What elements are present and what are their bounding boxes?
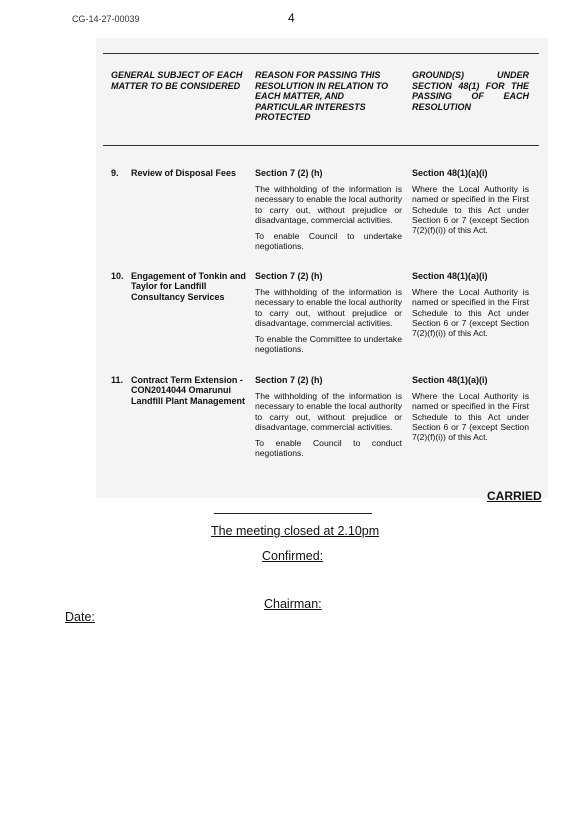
reason-text: The withholding of the information is necessary to enable the local authority to carry out, without prejudice or disadvantage, commercial activities. [255,391,402,432]
row-reason [255,375,402,465]
reason-section: Section 7 (2) (h) [255,271,323,281]
ground-section: Section 48(1)(a)(i) [412,271,488,281]
carried-label: CARRIED [487,489,542,503]
meeting-closed-text: The meeting closed at 2.10pm [211,524,380,538]
row-number: 9. [111,168,119,178]
header-subject: GENERAL SUBJECT OF EACH MATTER TO BE CONSIDERED [111,70,243,91]
row-number: 11. [111,375,124,385]
reason-section: Section 7 (2) (h) [255,168,323,178]
ground-text: Where the Local Authority is named or specified in the First Schedule to this Act under Section 6 or 7 (except Section 7(2)(f)(i)) of this Act. [412,391,529,443]
reason-text: The withholding of the information is necessary to enable the local authority to carry out, without prejudice or disadvantage, commercial activities. [255,184,402,225]
ground-text: Where the Local Authority is named or specified in the First Schedule to this Act under Section 6 or 7 (except Section 7(2)(f)(i)) of this Act. [412,287,529,339]
reason-section: Section 7 (2) (h) [255,375,323,385]
row-subject: Engagement of Tonkin and Taylor for Landfill Consultancy Services [131,271,246,302]
reason-purpose: To enable Council to conduct negotiations. [255,438,402,459]
ground-text: Where the Local Authority is named or specified in the First Schedule to this Act under Section 6 or 7 (except Section 7(2)(f)(i)) of this Act. [412,184,529,236]
row-reason [255,168,402,258]
row-subject: Review of Disposal Fees [131,168,237,178]
ground-section: Section 48(1)(a)(i) [412,168,488,178]
row-grounds [412,375,529,448]
chairman-label: Chairman: [264,597,322,611]
row-grounds [412,271,529,344]
row-reason [255,271,402,361]
header-grounds: GROUND(S) UNDER SECTION 48(1) FOR THE PASSING OF EACH RESOLUTION [412,70,529,112]
reason-purpose: To enable the Committee to undertake negotiations. [255,334,402,355]
header-reason: REASON FOR PASSING THIS RESOLUTION IN RELATION TO EACH MATTER, AND PARTICULAR INTERESTS PROTECTED [255,70,389,122]
reason-purpose: To enable Council to undertake negotiations. [255,231,402,252]
confirmed-label: Confirmed: [262,549,324,563]
row-grounds [412,168,529,241]
reason-text: The withholding of the information is necessary to enable the local authority to carry out, without prejudice or disadvantage, commercial activities. [255,287,402,328]
document-id: CG-14-27-00039 [72,14,140,24]
page-number: 4 [288,11,295,25]
table-top-rule [103,53,539,54]
row-number: 10. [111,271,124,281]
ground-section: Section 48(1)(a)(i) [412,375,488,385]
date-label: Date: [65,610,95,624]
table-header-rule [103,145,539,146]
row-subject: Contract Term Extension - CON2014044 Omarunui Landfill Plant Management [131,375,246,406]
closing-rule [214,513,372,514]
